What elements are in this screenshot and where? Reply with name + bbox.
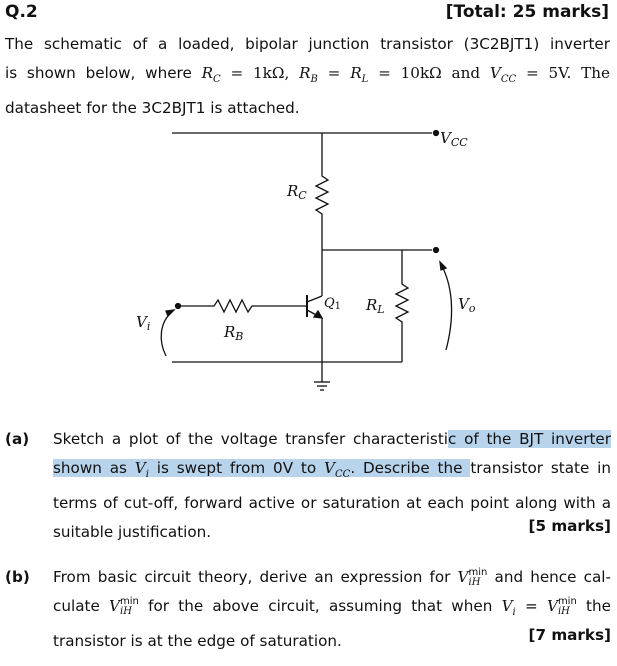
rc-label: $R_C$ xyxy=(287,182,307,202)
part-b-line-1: From basic circuit theory, derive an expression for V min iH and hence cal- xyxy=(53,566,611,588)
part-b xyxy=(5,563,611,655)
part-a-line-4: suitable justification. xyxy=(53,523,212,542)
part-a xyxy=(5,425,611,543)
vo-label: $V_o$ xyxy=(458,295,476,315)
rc-resistor xyxy=(316,172,328,218)
total-marks: [Total: 25 marks] xyxy=(445,2,609,22)
part-b-marks: [7 marks] xyxy=(528,626,611,644)
intro-line-3: datasheet for the 3C2BJT1 is attached. xyxy=(5,99,300,118)
intro-paragraph xyxy=(5,30,610,123)
vcc-label: $V_{CC}$ xyxy=(440,129,468,149)
part-b-line-2: culate V min iH for the above circuit, assuming that when $V_i = V$ min iH the xyxy=(53,595,611,619)
intro-line-2: is shown below, where $R_C = 1k\Omega$, $R_B = R_L = 10k\Omega$ and $V_{CC} = 5V$. The xyxy=(5,64,610,86)
vi-label: $V_i$ xyxy=(136,313,151,333)
vcc-terminal xyxy=(434,131,439,136)
part-b-label: (b) xyxy=(5,568,30,586)
part-a-label: (a) xyxy=(5,430,30,448)
part-a-line-1: Sketch a plot of the voltage transfer characteristic of the BJT inverter xyxy=(53,430,611,448)
vo-terminal xyxy=(434,248,439,253)
rb-resistor xyxy=(210,300,256,312)
question-header xyxy=(5,2,609,24)
part-a-line-3: terms of cut-off, forward active or saturation at each point along with a xyxy=(53,494,611,513)
intro-line-1: The schematic of a loaded, bipolar junction transistor (3C2BJT1) inverter xyxy=(5,35,610,53)
rl-resistor xyxy=(396,280,408,326)
part-a-marks: [5 marks] xyxy=(528,517,611,535)
part-b-line-3: transistor is at the edge of saturation. xyxy=(53,632,342,651)
rb-label: $R_B$ xyxy=(224,323,244,343)
vi-arrow xyxy=(161,312,172,356)
vi-terminal xyxy=(176,304,181,309)
question-number: Q.2 xyxy=(5,2,38,22)
q1-label: Q1 xyxy=(324,296,342,312)
rl-label: $R_L$ xyxy=(366,296,385,316)
bjt-inverter-schematic xyxy=(0,118,617,408)
vo-arrow xyxy=(442,266,452,350)
part-a-line-2: shown as $V_i$ is swept from 0V to $V_{CC}$. Describe the transistor state in xyxy=(53,459,611,481)
